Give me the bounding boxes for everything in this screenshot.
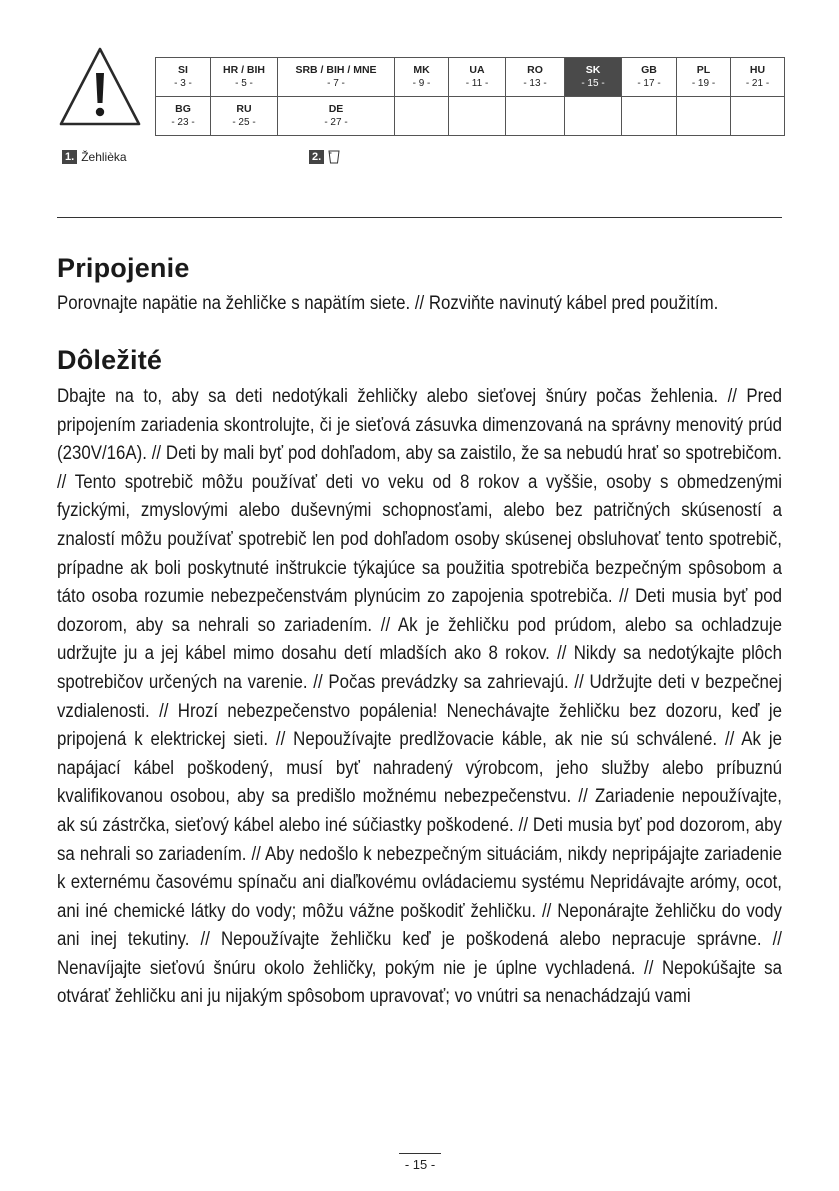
language-cell-mk[interactable]: MK - 9 -: [395, 58, 449, 97]
paragraph-connection: Porovnajte napätie na žehličke s napätím siete. // Rozviňte navinutý kábel pred použitím.: [57, 292, 719, 314]
language-cell-empty: [449, 97, 506, 136]
language-cell-empty: [506, 97, 565, 136]
language-cell-pl[interactable]: PL - 19 -: [677, 58, 731, 97]
language-cell-bg[interactable]: BG - 23 -: [156, 97, 211, 136]
page-number: - 15 -: [404, 1157, 436, 1172]
language-cell-gb[interactable]: GB - 17 -: [622, 58, 677, 97]
language-cell-empty: [622, 97, 677, 136]
heading-important: Dôležité: [57, 345, 163, 375]
language-cell-sk[interactable]: SK - 15 -: [565, 58, 622, 97]
language-cell-si[interactable]: SI - 3 -: [156, 58, 211, 97]
language-cell-hr-bih[interactable]: HR / BIH - 5 -: [211, 58, 278, 97]
language-cell-hu[interactable]: HU - 21 -: [731, 58, 785, 97]
language-cell-empty: [677, 97, 731, 136]
language-cell-srb-bih-mne[interactable]: SRB / BIH / MNE - 7 -: [278, 58, 395, 97]
language-cell-ro[interactable]: RO - 13 -: [506, 58, 565, 97]
language-cell-empty: [565, 97, 622, 136]
legend-number-badge: 1.: [62, 150, 77, 164]
legend-number-badge: 2.: [309, 150, 324, 164]
language-cell-de[interactable]: DE - 27 -: [278, 97, 395, 136]
language-cell-empty: [395, 97, 449, 136]
legend-item-cup: [309, 150, 340, 164]
warning-triangle-icon: [58, 45, 142, 129]
language-index-table: [155, 57, 785, 136]
language-cell-ua[interactable]: UA - 11 -: [449, 58, 506, 97]
legend-label-iron: Žehlièka: [81, 150, 127, 164]
legend-item-iron: [62, 150, 127, 164]
heading-connection: Pripojenie: [57, 253, 190, 283]
language-cell-empty: [731, 97, 785, 136]
measuring-cup-icon: [328, 150, 340, 164]
language-cell-ru[interactable]: RU - 25 -: [211, 97, 278, 136]
footer-rule: [399, 1153, 441, 1154]
section-divider: [57, 217, 782, 218]
language-row-1: [156, 58, 785, 97]
language-row-2: [156, 97, 785, 136]
paragraph-important: Dbajte na to, aby sa deti nedotýkali žehličky alebo sieťovej šnúry počas žehlenia. // Pred pripojením zariadenia skontrolujte, či je sieťová zásuvka dimenzovaná na správny menovitý prúd (230V/16A). // Deti by mali byť pod dohľadom, aby sa zaistilo, že sa nebudú hrať so spotrebičom. // Tento spotrebič môžu používať deti vo veku od 8 rokov a vyššie, osoby s obmedzenými fyzickými, zmyslovými alebo duševnými schopnosťami, alebo bez patričných skúseností a znalostí môžu používať spotrebič len pod dohľadom osoby skúsenej obsluhovať tento spotrebič, prípadne ak boli poskytnuté inštrukcie týkajúce sa použitia spotrebiča bezpečným spôsobom a táto osoba rozumie nebezpečenstvám plynúcim zo zapojenia spotrebiča. // Deti musia byť pod dozorom, aby sa nehrali so zariadením. // Ak je žehličku pod prúdom, alebo sa ochladzuje udržujte ju a jej kábel mimo dosahu detí mladších ako 8 rokov. // Nikdy sa nedotýkajte plôch spotrebičov určených na varenie. // Počas prevádzky sa zahrievajú. // Udržujte deti v bezpečnej vzdialenosti. // Hrozí nebezpečenstvo popálenia! Nenechávajte žehličku bez dozoru, keď je pripojená k elektrickej sieti. // Nepoužívajte predlžovacie káble, ak nie sú schválené. // Ak je napájací kábel poškodený, musí byť nahradený výrobcom, jeho služby alebo príbuznú kvalifikovanou osobou, aby sa predišlo možnému nebezpečenstvu. // Zariadenie nepoužívajte, ak sú zástrčka, sieťový kábel alebo iné súčiastky poškodené. // Deti musia byť pod dozorom, aby sa nehrali so zariadením. // Aby nedošlo k nebezpečným situáciám, nikdy nepripájajte zariadenie k externému časovému spínaču ani diaľkovému ovládaciemu systému Nepridávajte arómy, ocot, ani iné chemické látky do vody; môžu vážne poškodiť žehličku. // Neponárajte žehličku do vody ani inej tekutiny. // Nepoužívajte žehličku keď je poškodená alebo nepracuje správne. // Nenavíjajte sieťovú šnúru okolo žehličky, pokým nie je úplne vychladená. // Nepokúšajte sa otvárať žehličku ani ju nijakým spôsobom upravovať; vo vnútri sa nenachádzajú vami: [57, 385, 782, 1008]
